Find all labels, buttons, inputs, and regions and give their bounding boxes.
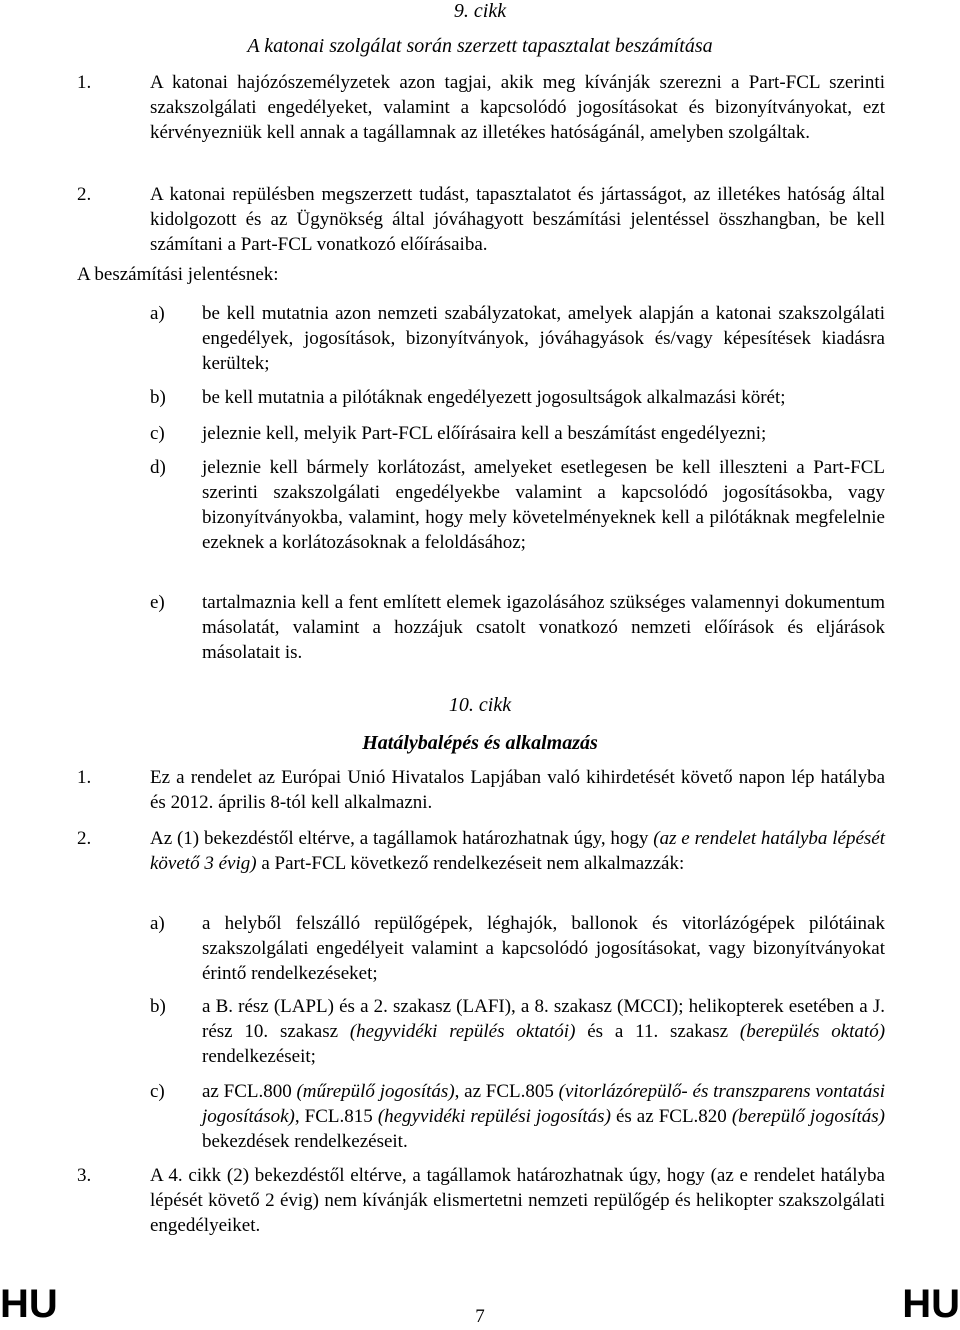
item-e-text: tartalmaznia kell a fent említett elemek igazolásához szükséges valamennyi dokumentum másolatát, valamint a hozzájuk csatolt vonatkozó nemzeti előírások és eljárások másolatait is. xyxy=(202,592,885,663)
article-9-paragraph-2: A katonai repülésben megszerzett tudást, tapasztalatot és jártasságot, az illetékes hatóság által kidolgozott és az Ügynökség által jóváhagyott beszámítási jelentéssel összhangban, be kell számítani a Part-FCL vonatkozó előírásaiba. xyxy=(150,184,885,255)
article-10-item-c-text: az FCL.800 (műrepülő jogosítás), az FCL.805 (vitorlázórepülő- és transzparens vontatási jogosítások), FCL.815 (hegyvidéki repülési jogosítás) és az FCL.820 (berepülő jogosítás) bekezdések rendelkezéseit. xyxy=(202,1081,885,1152)
item-a-text: be kell mutatnia azon nemzeti szabályzatokat, amelyek alapján a katonai szakszolgálati engedélyek, jogosítások, bizonyítványok, jóváhagyások és/vagy képesítések kiadásra kerültek; xyxy=(202,303,885,374)
item-d-label: d) xyxy=(150,457,166,478)
item-b-text: be kell mutatnia a pilótáknak engedélyezett jogosultságok alkalmazási körét; xyxy=(202,387,786,408)
article-10-item-a-label: a) xyxy=(150,913,165,934)
report-intro: A beszámítási jelentésnek: xyxy=(77,264,279,285)
article-9-paragraph-2-number: 2. xyxy=(77,184,92,205)
item-d-text: jeleznie kell bármely korlátozást, amelyeket esetlegesen be kell illeszteni a Part-FCL szerinti szakszolgálati engedélyekbe valamint a kapcsolódó jogosításokba, vagy bizonyítványokba, valamint, hogy mely követelményeknek kell a pilótáknak megfelelnie ezeknek a korlátozásoknak a feloldásához; xyxy=(202,457,885,553)
article-10-paragraph-2: Az (1) bekezdéstől eltérve, a tagállamok határozhatnak úgy, hogy (az e rendelet hatályba lépését követő 3 évig) a Part-FCL következő rendelkezéseit nem alkalmazzák: xyxy=(150,828,886,874)
item-b-label: b) xyxy=(150,387,166,408)
article-10-item-c-label: c) xyxy=(150,1081,165,1102)
article-9-paragraph-1-number: 1. xyxy=(77,72,92,93)
article-10-paragraph-2-number: 2. xyxy=(77,828,92,849)
item-c-label: c) xyxy=(150,423,165,444)
article-10-item-a-text: a helyből felszálló repülőgépek, léghajók, ballonok és vitorlázógépek pilótáinak szakszolgálati engedélyeit valamint a kapcsolódó jogosításokat, vagy bizonyítványokat érintő rendelkezéseket; xyxy=(202,913,885,984)
article-9-heading: 9. cikk xyxy=(453,0,507,22)
article-10-title: Hatálybalépés és alkalmazás xyxy=(362,732,598,754)
page-number: 7 xyxy=(475,1306,485,1327)
article-10-heading: 10. cikk xyxy=(448,694,512,716)
item-c-text: jeleznie kell, melyik Part-FCL előírásaira kell a beszámítást engedélyezni; xyxy=(202,423,767,444)
item-e-label: e) xyxy=(150,592,165,613)
article-10-item-b-text: a B. rész (LAPL) és a 2. szakasz (LAFI), a 8. szakasz (MCCI); helikopterek esetében a J. rész 10. szakasz (hegyvidéki repülés oktatói) és a 11. szakasz (berepülés oktató) rendelkezéseit; xyxy=(202,996,886,1067)
article-9-title: A katonai szolgálat során szerzett tapasztalat beszámítása xyxy=(247,35,713,57)
article-10-paragraph-3: A 4. cikk (2) bekezdéstől eltérve, a tagállamok határozhatnak úgy, hogy (az e rendelet hatályba lépését követő 2 évig) nem kívánják elismertetni nemzeti repülőgép és helikopter szakszolgálati engedélyeiket. xyxy=(150,1165,885,1236)
footer-language-left: HU xyxy=(0,1282,58,1326)
footer-language-right: HU xyxy=(902,1282,960,1326)
article-10-paragraph-3-number: 3. xyxy=(77,1165,92,1186)
item-a-label: a) xyxy=(150,303,165,324)
article-10-paragraph-1: Ez a rendelet az Európai Unió Hivatalos Lapjában való kihirdetését követő napon lép hatályba és 2012. április 8-tól kell alkalmazni. xyxy=(150,767,885,813)
article-9-paragraph-1: A katonai hajózószemélyzetek azon tagjai, akik meg kívánják szerezni a Part-FCL szerinti szakszolgálati engedélyeket, valamint a kapcsolódó jogosításokat és bizonyítványokat, ezt kérvényezniük kell annak a tagállamnak az illetékes hatóságánál, amelyben szolgáltak. xyxy=(150,72,885,143)
article-10-paragraph-1-number: 1. xyxy=(77,767,92,788)
article-10-item-b-label: b) xyxy=(150,996,166,1017)
